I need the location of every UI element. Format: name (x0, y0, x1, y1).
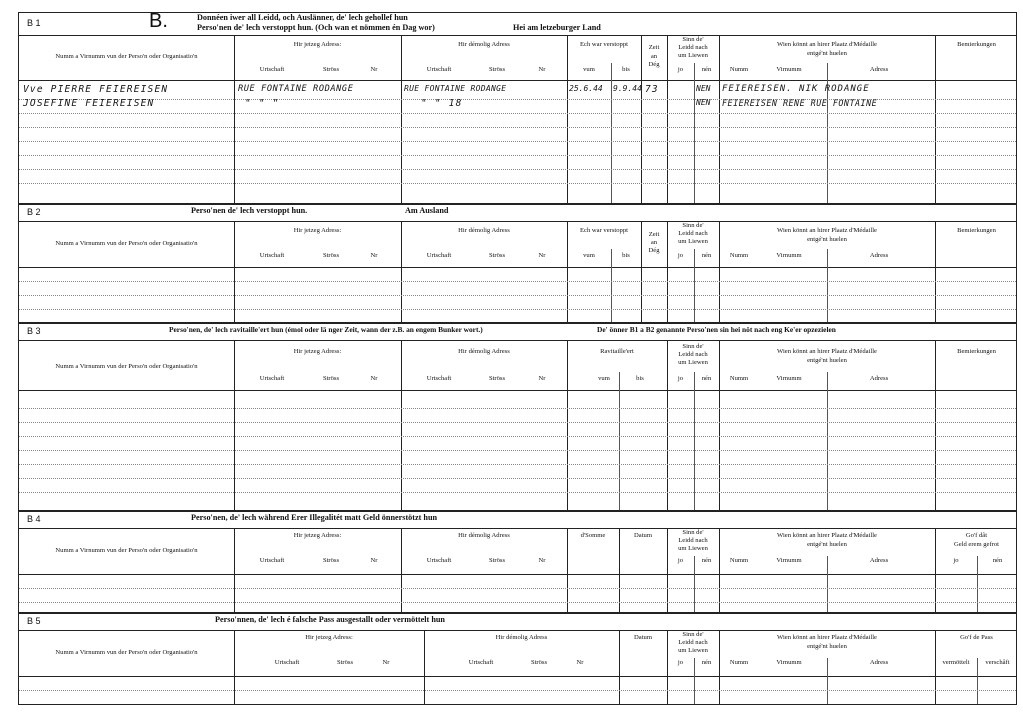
header-current-address: Hir jetzeg Adress: (293, 348, 342, 355)
entry-name: JOSEFINE FEIEREISEN (23, 98, 155, 109)
section-b3-titlebar (19, 324, 1016, 341)
header-number: Nr (382, 659, 390, 666)
header-former-address: Hir démolig Adress (458, 532, 510, 539)
section-title-extra: De' önner B1 a B2 genannte Perso'nen sin hei nöt nach eng Ke'er opzezielen (597, 325, 836, 334)
page-letter: B. (149, 10, 168, 32)
header-street: Ströss (322, 252, 340, 259)
header-medal-address: Adress (869, 66, 889, 73)
header-lives-1: Sinn de' (682, 631, 704, 638)
entry-alive: NEN (696, 84, 711, 93)
header-lives-2: Leidd nach (678, 639, 708, 646)
header-lives-2: Leidd nach (678, 351, 708, 358)
header-medal-2: entgé'nt huelen (807, 236, 847, 243)
header-medal-name: Numm (729, 66, 749, 73)
header-locality: Urtschaft (259, 66, 285, 73)
header-number: Nr (370, 375, 378, 382)
header-number: Nr (538, 375, 546, 382)
header-pass: Go'f de Pass (960, 634, 993, 641)
header-locality: Urtschaft (259, 252, 285, 259)
header-to: bis (622, 252, 630, 259)
section-title-extra: Hei am letzeburger Land (513, 23, 601, 32)
section-b2 (18, 204, 1017, 323)
section-code: B 4 (27, 514, 41, 524)
header-number: Nr (370, 66, 378, 73)
header-medal-address: Adress (869, 252, 889, 259)
header-street: Ströss (530, 659, 548, 666)
header-time-2: an (650, 53, 658, 60)
header-street: Ströss (488, 557, 506, 564)
header-current-address: Hir jetzeg Adress: (305, 634, 353, 641)
header-medal-firstname: Virnumm (776, 66, 802, 73)
header-yes: jo (677, 375, 684, 382)
header-locality: Urtschaft (426, 557, 452, 564)
header-number: Nr (538, 66, 546, 73)
header-name: Numm a Virnumm vun der Perso'n oder Organisatio'n (55, 53, 198, 60)
header-locality: Urtschaft (259, 557, 285, 564)
header-number: Nr (576, 659, 584, 666)
header-medal-firstname: Virnumm (776, 375, 802, 382)
header-from: vum (583, 66, 595, 73)
header-time-3: Dég (648, 61, 660, 68)
header-remarks: Bemierkungen (957, 348, 996, 355)
header-number: Nr (370, 557, 378, 564)
header-time-3: Dég (648, 247, 660, 254)
section-title-line2: Perso'nen de' lech verstoppt hun. (Och wan et nömmen én Dag wor) (197, 23, 435, 32)
header-medal-2: entgé'nt huelen (807, 50, 847, 57)
header-number: Nr (538, 252, 546, 259)
header-name: Numm a Virnumm vun der Perso'n oder Organisatio'n (55, 547, 198, 554)
entry-former-address: RUE FONTAINE RODANGE (404, 84, 507, 93)
header-lives-2: Leidd nach (678, 537, 708, 544)
section-title: Perso'nen de' lech verstoppt hun. (191, 206, 308, 215)
header-medal-name: Numm (729, 375, 749, 382)
section-title: Perso'nen, de' lech während Erer Illegalitét matt Geld önnerstötzt hun (191, 513, 438, 522)
header-date: Datum (634, 634, 652, 641)
header-medal-1: Wien könnt an hirer Plaatz d'Médaille (777, 227, 877, 234)
header-remarks: Bemierkungen (957, 227, 996, 234)
header-medal-address: Adress (869, 375, 889, 382)
section-b4-titlebar (19, 512, 1016, 529)
header-no: nén (701, 252, 712, 259)
header-to: bis (636, 375, 644, 382)
section-b1 (18, 12, 1017, 204)
entry-alive: NEN (696, 98, 711, 107)
header-lives-1: Sinn de' (682, 529, 704, 536)
header-from: vum (583, 252, 595, 259)
entry-medal: FEIEREISEN. NIK RODANGE (722, 84, 870, 94)
header-yes: jo (677, 659, 684, 666)
header-to: bis (622, 66, 630, 73)
header-street: Ströss (488, 66, 506, 73)
header-lives-3: um Liewen (678, 545, 708, 552)
section-b1-titlebar (19, 10, 1016, 36)
header-medal-address: Adress (869, 659, 889, 666)
header-money-2: Geld erem gefrot (953, 541, 1000, 548)
header-medal-address: Adress (869, 557, 889, 564)
header-yes: jo (677, 557, 684, 564)
header-medal-1: Wien könnt an hirer Plaatz d'Médaille (777, 634, 877, 641)
header-ravitailled: Ravitaille'ert (600, 348, 634, 355)
header-arranged: vermöttelt (942, 659, 970, 666)
section-title: Perso'nnen, de' lech é falsche Pass ausgestallt oder vermöttelt hun (215, 615, 445, 624)
header-no: nén (701, 375, 712, 382)
section-code: B 1 (27, 18, 41, 28)
header-current-address: Hir jetzeg Adress: (293, 41, 342, 48)
section-code: B 5 (27, 616, 41, 626)
header-time-1: Zeit (648, 44, 660, 51)
section-b2-titlebar (19, 205, 1016, 222)
header-yes: jo (677, 66, 684, 73)
header-locality: Urtschaft (259, 375, 285, 382)
header-locality: Urtschaft (426, 375, 452, 382)
header-street: Ströss (322, 66, 340, 73)
header-money-1: Go'f dât (965, 532, 988, 539)
header-lives-3: um Liewen (678, 359, 708, 366)
header-former-address: Hir démolig Adress (458, 227, 510, 234)
entry-to: 9.9.44 (613, 84, 642, 93)
entry-medal: FEIEREISEN RENE RUE FONTAINE (722, 98, 878, 108)
entry-days: 73 (645, 84, 659, 95)
section-code: B 3 (27, 326, 41, 336)
header-former-address: Hir démolig Adress (458, 41, 510, 48)
header-locality: Urtschaft (426, 252, 452, 259)
entry-current-address: RUE FONTAINE RODANGE (238, 84, 354, 94)
header-no: nén (701, 557, 712, 564)
header-medal-firstname: Virnumm (776, 659, 802, 666)
header-number: Nr (538, 557, 546, 564)
header-issued: verschâft (985, 659, 1010, 666)
header-street: Ströss (322, 375, 340, 382)
header-street: Ströss (488, 375, 506, 382)
header-lives-1: Sinn de' (682, 222, 704, 229)
header-former-address: Hir démolig Adress (495, 634, 548, 641)
header-remarks: Bemierkungen (957, 41, 996, 48)
header-medal-1: Wien könnt an hirer Plaatz d'Médaille (777, 348, 877, 355)
section-b3 (18, 323, 1017, 511)
header-medal-1: Wien könnt an hirer Plaatz d'Médaille (777, 41, 877, 48)
entry-former-address: " " 18 (421, 98, 463, 109)
section-code: B 2 (27, 207, 41, 217)
header-medal-name: Numm (729, 557, 749, 564)
section-b5 (18, 613, 1017, 705)
entry-name: Vve PIERRE FEIEREISEN (23, 84, 169, 95)
header-time-1: Zeit (648, 231, 660, 238)
section-b5-titlebar (19, 614, 1016, 631)
section-b4 (18, 511, 1017, 613)
section-title-line1: Donnéen iwer all Leidd, och Auslänner, de' lech gehollef hun (197, 13, 408, 22)
header-medal-firstname: Virnumm (776, 557, 802, 564)
header-lives-3: um Liewen (678, 647, 708, 654)
header-locality: Urtschaft (468, 659, 494, 666)
header-no: nén (701, 66, 712, 73)
header-former-address: Hir démolig Adress (458, 348, 510, 355)
header-medal-2: entgé'nt huelen (807, 357, 847, 364)
header-street: Ströss (322, 557, 340, 564)
header-lives-3: um Liewen (678, 238, 708, 245)
header-time-2: an (650, 239, 658, 246)
header-lives-3: um Liewen (678, 52, 708, 59)
section-title: Perso'nen, de' lech ravitaille'ert hun (émol oder lä nger Zeit, wann der z.B. an engem Bunker wort.) (169, 325, 483, 334)
header-no: nén (701, 659, 712, 666)
header-name: Numm a Virnumm vun der Perso'n oder Organisatio'n (55, 363, 198, 370)
header-lives-1: Sinn de' (682, 343, 704, 350)
header-current-address: Hir jetzeg Adress: (293, 532, 342, 539)
header-medal-name: Numm (729, 659, 749, 666)
header-medal-1: Wien könnt an hirer Plaatz d'Médaille (777, 532, 877, 539)
header-lives-2: Leidd nach (678, 44, 708, 51)
header-medal-firstname: Virnumm (776, 252, 802, 259)
header-lives-2: Leidd nach (678, 230, 708, 237)
header-name: Numm a Virnumm vun der Perso'n oder Organisatio'n (55, 649, 198, 656)
header-sum: d'Somme (580, 532, 606, 539)
header-locality: Urtschaft (426, 66, 452, 73)
header-from: vum (598, 375, 610, 382)
header-yes: jo (677, 252, 684, 259)
header-hidden: Ech war verstoppt (580, 41, 628, 48)
header-street: Ströss (336, 659, 354, 666)
header-street: Ströss (488, 252, 506, 259)
header-date: Datum (634, 532, 652, 539)
header-no: nén (992, 557, 1003, 564)
header-current-address: Hir jetzeg Adress: (293, 227, 342, 234)
header-lives-1: Sinn de' (682, 36, 704, 43)
header-medal-2: entgé'nt huelen (807, 541, 847, 548)
entry-current-address: " " " (245, 98, 280, 109)
header-yes: jo (953, 557, 959, 564)
header-name: Numm a Virnumm vun der Perso'n oder Organisatio'n (55, 240, 198, 247)
entry-from: 25.6.44 (569, 84, 603, 93)
header-number: Nr (370, 252, 378, 259)
header-locality: Urtschaft (274, 659, 300, 666)
section-title-extra: Am Ausland (405, 206, 449, 215)
header-medal-2: entgé'nt huelen (807, 643, 847, 650)
header-medal-name: Numm (729, 252, 749, 259)
header-hidden: Ech war verstoppt (580, 227, 628, 234)
